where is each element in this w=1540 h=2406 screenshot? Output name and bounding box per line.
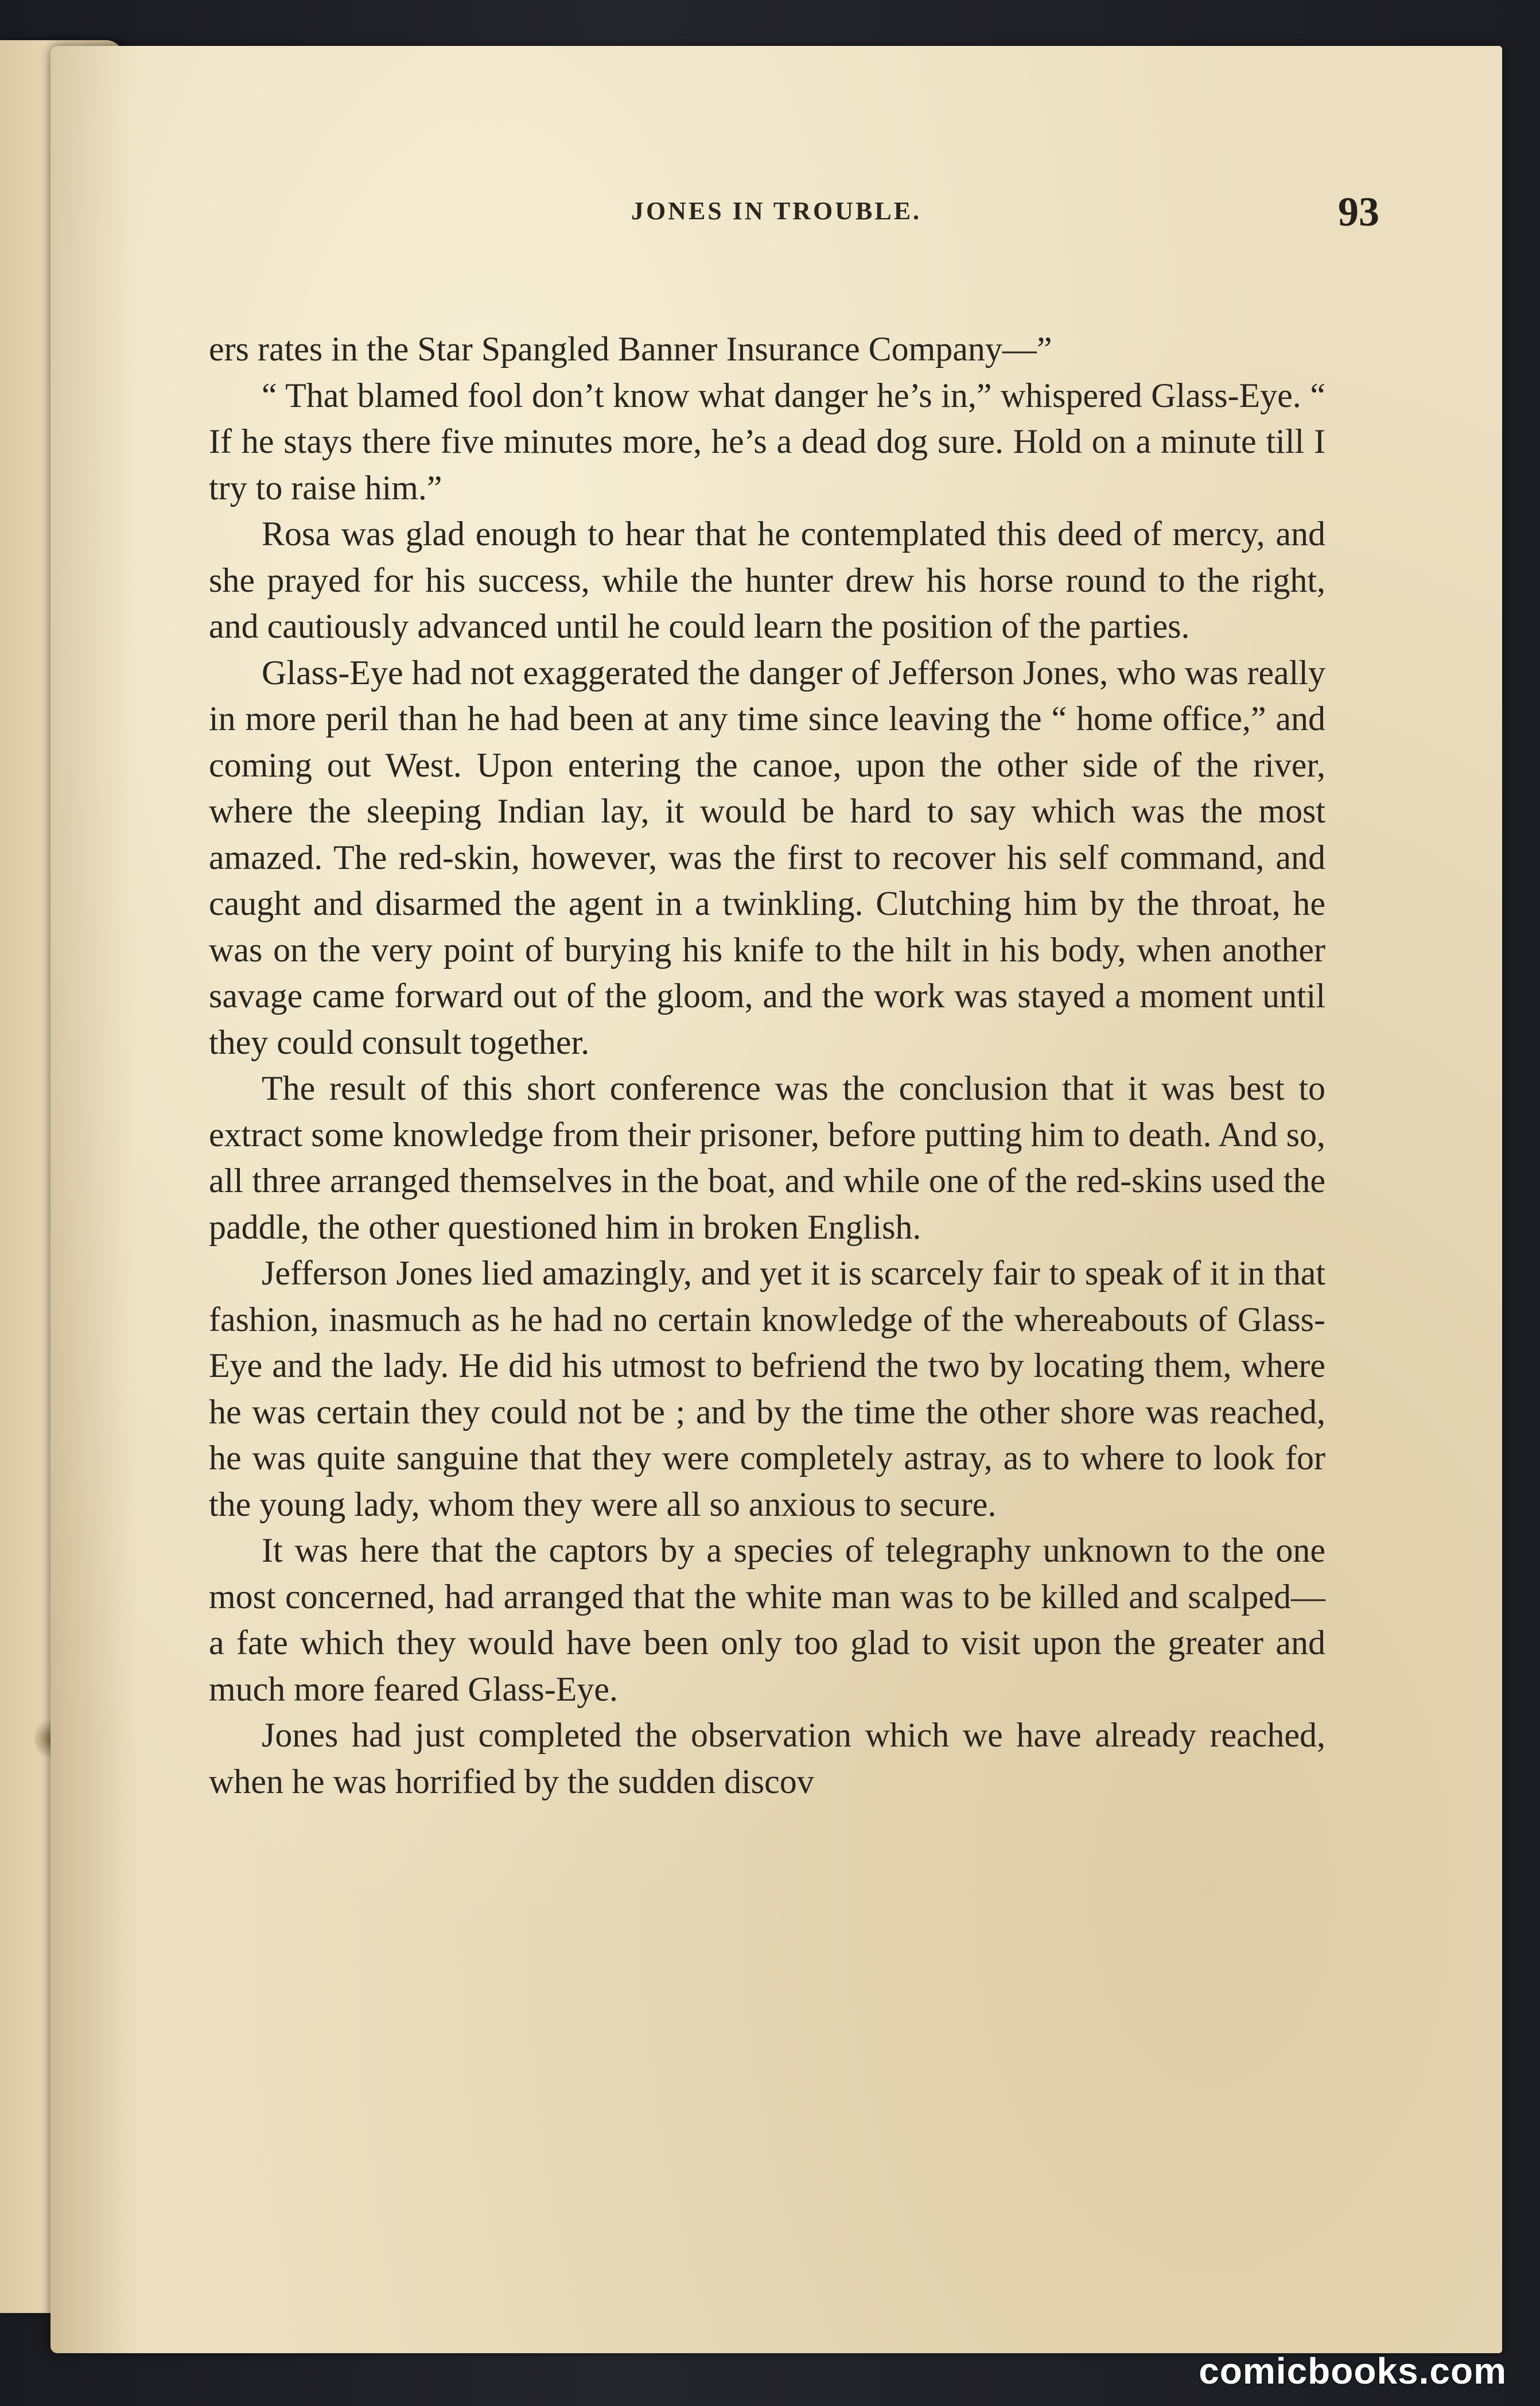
body-text — [209, 326, 1325, 1804]
paragraph: It was here that the captors by a species of telegraphy unknown to the one most concerned, had arranged that the white man was to be killed and scalped—a fate which they would have been only too glad to visit upon the greater and much more feared Glass-Eye. — [209, 1531, 1325, 1708]
paragraph: Rosa was glad enough to hear that he contemplated this deed of mercy, and she prayed for his success, while the hunter drew his horse round to the right, and cautiously advanced until he could learn the position of the parties. — [209, 515, 1325, 645]
page-number: 93 — [1338, 189, 1379, 235]
paragraph: Jefferson Jones lied amazingly, and yet it is scarcely fair to speak of it in that fashion, inasmuch as he had no certain knowledge of the whereabouts of Glass-Eye and the lady. He did his utmost to befriend the two by locating them, where he was certain they could not be ; and by the time the other shore was reached, he was quite sanguine that they were completely astray, as to where to look for the young lady, whom they were all so anxious to secure. — [209, 1254, 1325, 1523]
running-title: JONES IN TROUBLE. — [631, 197, 922, 225]
page-header — [50, 189, 1502, 242]
paragraph: “ That blamed fool don’t know what danger he’s in,” whispered Glass-Eye. “ If he stays there five minutes more, he’s a dead dog sure. Hold on a minute till I try to raise him.” — [209, 376, 1325, 507]
site-watermark: comicbooks.com — [1199, 2350, 1507, 2392]
paragraph: ers rates in the Star Spangled Banner Insurance Company—” — [209, 330, 1052, 368]
paragraph: The result of this short conference was the conclusion that it was best to extract some knowledge from their prisoner, before putting him to death. And so, all three arranged themselves in the boat, and while one of the red-skins used the paddle, the other questioned him in broken English. — [209, 1069, 1325, 1246]
book-page — [50, 46, 1502, 2353]
paragraph: Jones had just completed the observation which we have already reached, when he was horrified by the sudden discov — [209, 1716, 1325, 1800]
paragraph: Glass-Eye had not exaggerated the danger of Jefferson Jones, who was really in more peril than he had been at any time since leaving the “ home office,” and coming out West. Upon entering the canoe, upon the other side of the river, where the sleeping Indian lay, it would be hard to say which was the most amazed. The red-skin, however, was the first to recover his self command, and caught and disarmed the agent in a twinkling. Clutching him by the throat, he was on the very point of burying his knife to the hilt in his body, when another savage came forward out of the gloom, and the work was stayed a moment until they could consult together. — [209, 653, 1325, 1061]
